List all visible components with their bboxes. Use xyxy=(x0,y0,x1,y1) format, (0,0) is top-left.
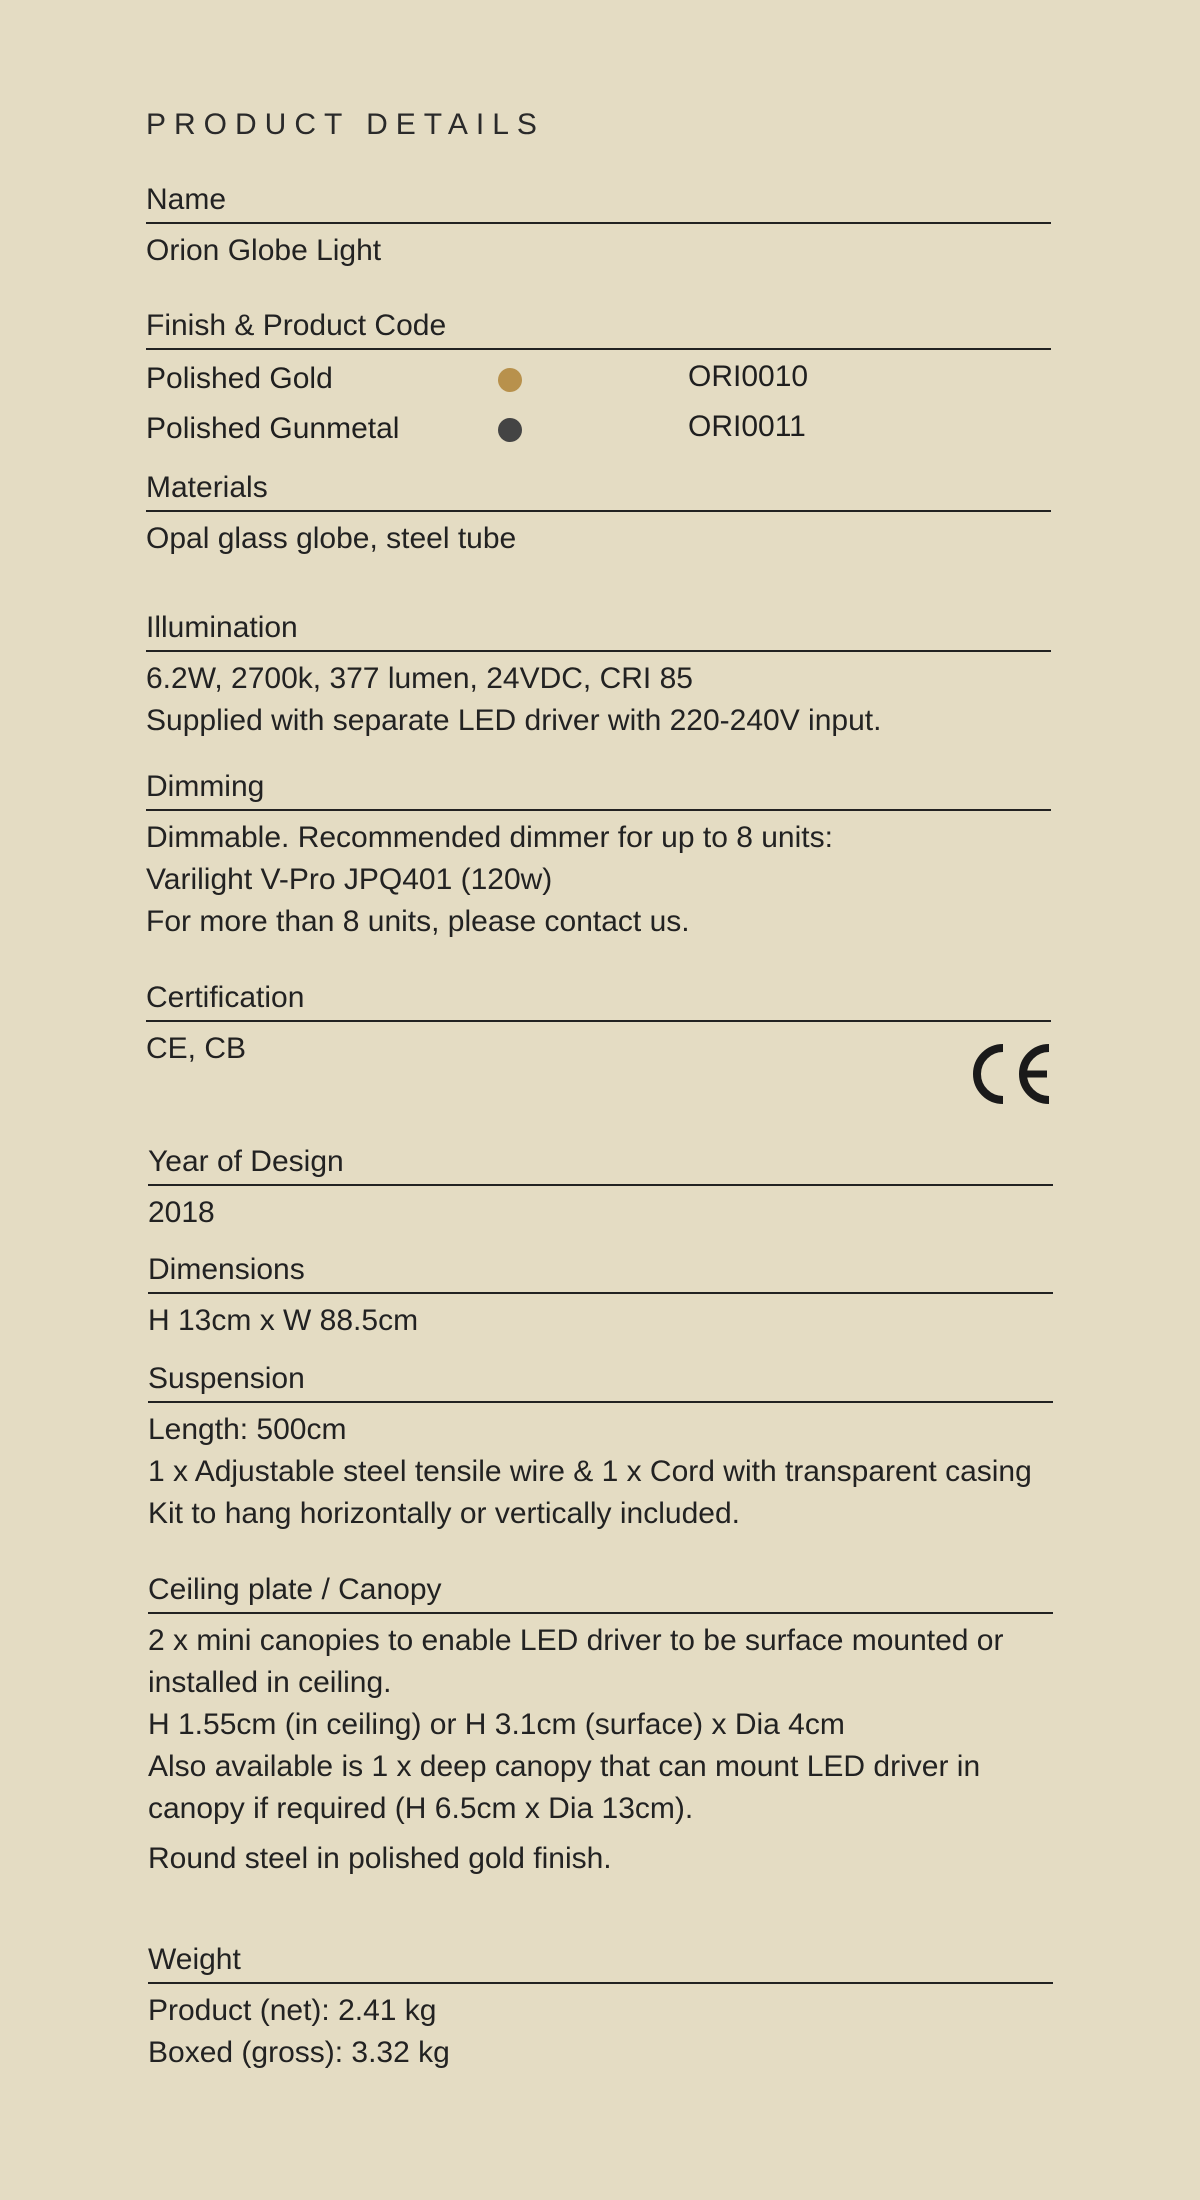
materials-section xyxy=(146,470,1051,560)
canopy-value xyxy=(148,1620,1053,1880)
finish-label: Finish & Product Code xyxy=(146,308,1051,350)
canopy-line: Round steel in polished gold finish. xyxy=(148,1842,612,1875)
illumination-section xyxy=(146,610,1051,742)
canopy-label: Ceiling plate / Canopy xyxy=(148,1572,1053,1614)
year-value: 2018 xyxy=(148,1196,215,1229)
canopy-line: canopy if required (H 6.5cm x Dia 13cm). xyxy=(148,1792,694,1825)
name-section xyxy=(146,182,1051,272)
finish-name: Polished Gunmetal xyxy=(146,412,400,445)
dimensions-label: Dimensions xyxy=(148,1252,1053,1294)
certification-section xyxy=(146,980,1051,1070)
materials-label: Materials xyxy=(146,470,1051,512)
finish-section xyxy=(146,308,1051,454)
finish-code: ORI0010 xyxy=(688,360,809,393)
weight-section xyxy=(148,1942,1053,2074)
weight-value xyxy=(148,1990,1053,2074)
weight-line: Product (net): 2.41 kg xyxy=(148,1994,437,2027)
weight-label: Weight xyxy=(148,1942,1053,1984)
dimming-line: For more than 8 units, please contact us. xyxy=(146,905,690,938)
illumination-line: 6.2W, 2700k, 377 lumen, 24VDC, CRI 85 xyxy=(146,662,693,695)
ce-mark-icon xyxy=(967,1042,1051,1106)
certification-value: CE, CB xyxy=(146,1032,247,1065)
finish-name: Polished Gold xyxy=(146,362,333,395)
finish-row xyxy=(146,354,1051,404)
finish-list xyxy=(146,354,1051,454)
finish-code: ORI0011 xyxy=(688,410,806,443)
dimming-value xyxy=(146,817,1051,943)
illumination-line: Supplied with separate LED driver with 220-240V input. xyxy=(146,704,882,737)
year-label: Year of Design xyxy=(148,1144,1053,1186)
dimming-section xyxy=(146,769,1051,943)
dimming-line: Dimmable. Recommended dimmer for up to 8 units: xyxy=(146,821,833,854)
finish-row xyxy=(146,404,1051,454)
gunmetal-swatch-icon xyxy=(498,418,522,442)
certification-label: Certification xyxy=(146,980,1051,1022)
canopy-line: 2 x mini canopies to enable LED driver to be surface mounted or xyxy=(148,1624,1004,1657)
weight-line: Boxed (gross): 3.32 kg xyxy=(148,2036,450,2069)
materials-value: Opal glass globe, steel tube xyxy=(146,522,517,555)
illumination-value xyxy=(146,658,1051,742)
suspension-line: 1 x Adjustable steel tensile wire & 1 x Cord with transparent casing xyxy=(148,1455,1032,1488)
canopy-line: Also available is 1 x deep canopy that can mount LED driver in xyxy=(148,1750,981,1783)
suspension-label: Suspension xyxy=(148,1361,1053,1403)
name-value: Orion Globe Light xyxy=(146,234,382,267)
year-section xyxy=(148,1144,1053,1234)
canopy-line: installed in ceiling. xyxy=(148,1666,392,1699)
suspension-section xyxy=(148,1361,1053,1535)
suspension-value xyxy=(148,1409,1053,1535)
dimming-label: Dimming xyxy=(146,769,1051,811)
illumination-label: Illumination xyxy=(146,610,1051,652)
canopy-section xyxy=(148,1572,1053,1880)
name-label: Name xyxy=(146,182,1051,224)
dimensions-section xyxy=(148,1252,1053,1342)
dimming-line: Varilight V-Pro JPQ401 (120w) xyxy=(146,863,553,896)
suspension-line: Kit to hang horizontally or vertically included. xyxy=(148,1497,740,1530)
dimensions-value: H 13cm x W 88.5cm xyxy=(148,1304,419,1337)
page-title: PRODUCT DETAILS xyxy=(146,108,545,141)
gold-swatch-icon xyxy=(498,368,522,392)
canopy-line: H 1.55cm (in ceiling) or H 3.1cm (surface) x Dia 4cm xyxy=(148,1708,845,1741)
suspension-line: Length: 500cm xyxy=(148,1413,347,1446)
